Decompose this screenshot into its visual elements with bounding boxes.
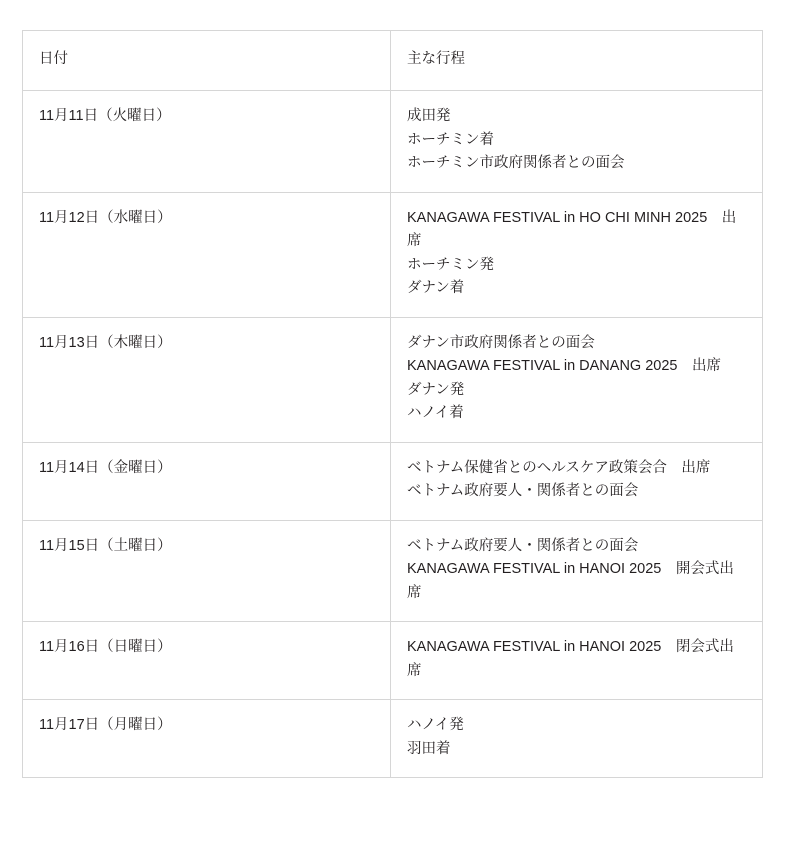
table-row [23, 442, 763, 520]
table-row [23, 192, 763, 317]
cell-date [23, 622, 391, 700]
cell-plan [391, 520, 763, 621]
cell-plan [391, 91, 763, 192]
plan-line: 成田発 [407, 108, 451, 125]
cell-date [23, 91, 391, 192]
cell-plan [391, 700, 763, 778]
date-text: 11月12日（水曜日） [39, 209, 172, 226]
table-row [23, 91, 763, 192]
cell-plan [391, 192, 763, 317]
plan-lines [407, 207, 746, 301]
column-header-date-label: 日付 [39, 51, 68, 67]
plan-line: ホーチミン市政府関係者との面会 [407, 155, 625, 172]
plan-lines [407, 105, 746, 175]
table-header [23, 31, 763, 91]
plan-line: ダナン発 [407, 381, 465, 398]
table-row [23, 520, 763, 621]
cell-plan [391, 317, 763, 442]
cell-date [23, 700, 391, 778]
cell-plan [391, 442, 763, 520]
table-header-row [23, 31, 763, 91]
table-row [23, 622, 763, 700]
plan-line: ベトナム保健省とのヘルスケア政策会合 出席 [407, 459, 711, 476]
cell-date [23, 317, 391, 442]
table-row [23, 700, 763, 778]
column-header-plan [391, 31, 763, 91]
date-text: 11月15日（土曜日） [39, 537, 172, 554]
cell-plan [391, 622, 763, 700]
plan-line: 羽田着 [407, 740, 451, 757]
cell-date [23, 192, 391, 317]
column-header-date [23, 31, 391, 91]
plan-lines [407, 535, 746, 605]
plan-line: ホーチミン着 [407, 131, 494, 148]
plan-line: KANAGAWA FESTIVAL in DANANG 2025 出席 [407, 358, 721, 375]
plan-line: ハノイ発 [407, 717, 464, 734]
plan-lines [407, 636, 746, 683]
plan-line: KANAGAWA FESTIVAL in HO CHI MINH 2025 出席 [407, 209, 737, 250]
date-text: 11月17日（月曜日） [39, 717, 172, 734]
plan-line: ダナン市政府関係者との面会 [407, 334, 595, 351]
schedule-table [22, 30, 763, 778]
plan-line: ホーチミン発 [407, 256, 494, 273]
plan-lines [407, 332, 746, 426]
plan-line: ベトナム政府要人・関係者との面会 [407, 537, 639, 554]
plan-line: KANAGAWA FESTIVAL in HANOI 2025 閉会式出席 [407, 639, 734, 679]
plan-lines [407, 714, 746, 761]
date-text: 11月11日（火曜日） [39, 108, 171, 125]
cell-date [23, 520, 391, 621]
plan-line: ハノイ着 [407, 405, 464, 422]
cell-date [23, 442, 391, 520]
plan-lines [407, 457, 746, 504]
date-text: 11月13日（木曜日） [39, 334, 172, 351]
column-header-plan-label: 主な行程 [407, 51, 465, 67]
plan-line: KANAGAWA FESTIVAL in HANOI 2025 開会式出席 [407, 561, 734, 601]
table-row [23, 317, 763, 442]
date-text: 11月16日（日曜日） [39, 639, 172, 656]
plan-line: ベトナム政府要人・関係者との面会 [407, 483, 639, 500]
plan-line: ダナン着 [407, 280, 465, 297]
table-body [23, 91, 763, 778]
date-text: 11月14日（金曜日） [39, 459, 172, 476]
